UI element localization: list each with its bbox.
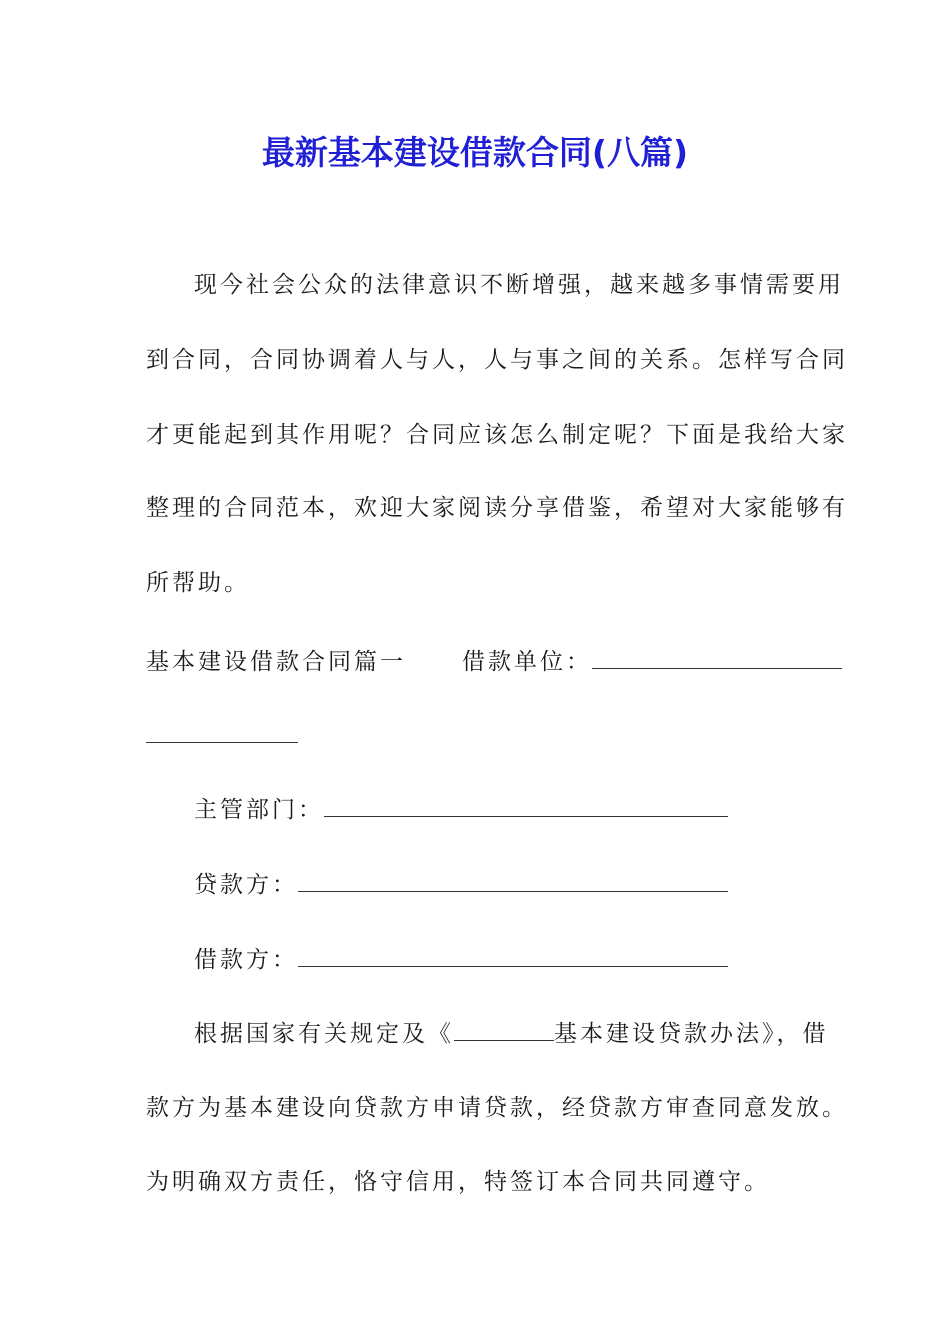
body-line-1-b: 基本建设贷款办法》，借 bbox=[554, 1021, 829, 1047]
borrower-unit-label: 借款单位： bbox=[462, 649, 592, 675]
borrower-unit-blank-cont-row bbox=[146, 714, 298, 756]
regulation-blank[interactable] bbox=[454, 1012, 554, 1041]
document-title: 最新基本建设借款合同(八篇) bbox=[261, 133, 689, 172]
section-heading: 基本建设借款合同篇一 bbox=[146, 649, 406, 675]
intro-line-4: 整理的合同范本，欢迎大家阅读分享借鉴，希望对大家能够有 bbox=[146, 495, 848, 521]
section-heading-row bbox=[146, 640, 842, 682]
body-line-1-a: 根据国家有关规定及《 bbox=[194, 1021, 454, 1047]
borrower-unit-blank[interactable] bbox=[592, 640, 842, 669]
supervisor-blank[interactable] bbox=[324, 788, 728, 817]
body-line-2: 款方为基本建设向贷款方申请贷款，经贷款方审查同意发放。 bbox=[146, 1095, 848, 1121]
lender-blank[interactable] bbox=[298, 863, 728, 892]
intro-line-2: 到合同，合同协调着人与人，人与事之间的关系。怎样写合同 bbox=[146, 347, 848, 373]
lender-row bbox=[194, 863, 728, 905]
intro-line-3: 才更能起到其作用呢？合同应该怎么制定呢？下面是我给大家 bbox=[146, 422, 848, 448]
borrower-blank[interactable] bbox=[298, 938, 728, 967]
body-line-1 bbox=[194, 1012, 829, 1054]
borrower-unit-blank-cont[interactable] bbox=[146, 714, 298, 743]
lender-label: 贷款方： bbox=[194, 872, 298, 898]
intro-line-1: 现今社会公众的法律意识不断增强，越来越多事情需要用 bbox=[194, 272, 844, 298]
borrower-label: 借款方： bbox=[194, 947, 298, 973]
supervisor-label: 主管部门： bbox=[194, 797, 324, 823]
intro-line-5: 所帮助。 bbox=[146, 570, 250, 596]
supervisor-row bbox=[194, 788, 728, 830]
body-line-3: 为明确双方责任，恪守信用，特签订本合同共同遵守。 bbox=[146, 1169, 770, 1195]
borrower-row bbox=[194, 938, 728, 980]
